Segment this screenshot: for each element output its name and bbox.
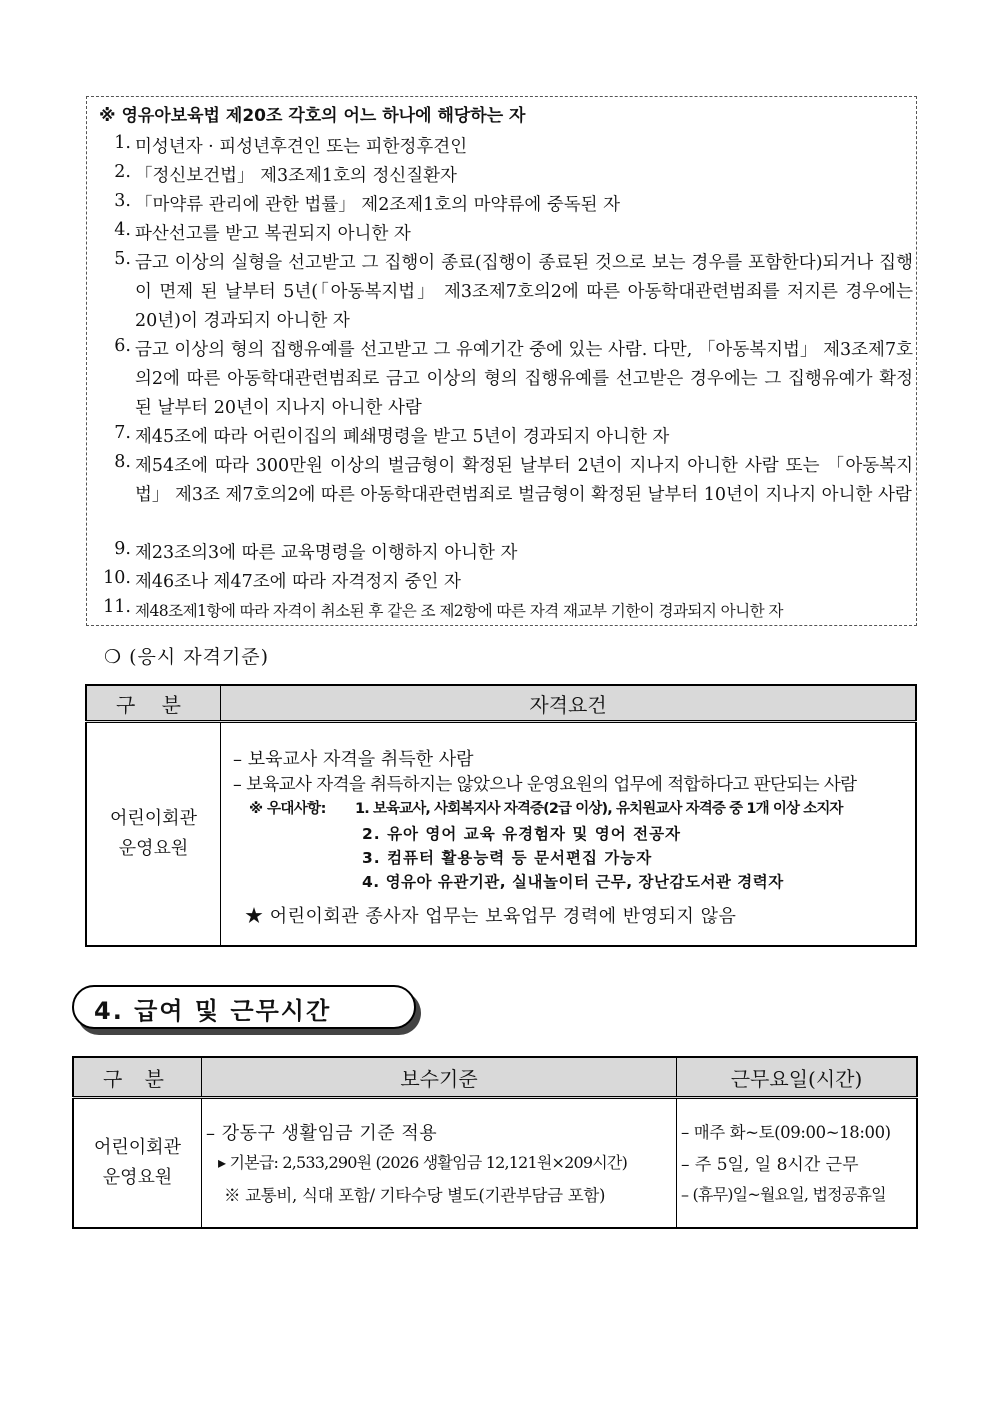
header-category: 구 분: [73, 1057, 202, 1098]
qualification-heading: ❍ (응시 자격기준): [104, 646, 270, 668]
header-hours: 근무요일(시간): [677, 1057, 918, 1098]
hours-cell: [677, 1098, 918, 1229]
preference-3: 3. 컴퓨터 활용능력 등 문서편집 가능자: [362, 849, 653, 867]
qualification-table: [85, 684, 917, 947]
preference-label: ※ 우대사항:: [249, 801, 326, 817]
header-requirements: 자격요건: [221, 685, 917, 722]
disqualification-title: ※ 영유아보육법 제20조 각호의 어느 하나에 해당하는 자: [99, 106, 526, 126]
role-cell: [86, 722, 221, 947]
table-row: [73, 1098, 917, 1229]
role-line2: 운영요원: [102, 1167, 173, 1188]
hours-line-1: – 매주 화~토(09:00~18:00): [681, 1123, 891, 1142]
requirement-1: – 보육교사 자격을 취득한 사람: [233, 749, 474, 770]
header-category: 구 분: [86, 685, 221, 722]
section-title-pill: [72, 985, 416, 1029]
note: ★ 어린이회관 종사자 업무는 보육업무 경력에 반영되지 않음: [245, 906, 737, 927]
table-header-row: [73, 1057, 917, 1098]
pay-line-2: ▸ 기본급: 2,533,290원 (2026 생활임금 12,121원×209시간): [218, 1153, 628, 1172]
role-cell: [73, 1098, 202, 1229]
pay-cell: [202, 1098, 677, 1229]
role-line2: 운영요원: [118, 838, 189, 859]
table-row: [86, 722, 916, 947]
pay-line-3: ※ 교통비, 식대 포함/ 기타수당 별도(기관부담금 포함): [224, 1186, 606, 1205]
preference-1: 1. 보육교사, 사회복지사 자격증(2급 이상), 유치원교사 자격증 중 1개 이상 소지자: [355, 801, 843, 817]
hours-line-2: – 주 5일, 일 8시간 근무: [681, 1155, 859, 1175]
pay-line-1: – 강동구 생활임금 기준 적용: [206, 1123, 438, 1144]
disqualification-box: ※ 영유아보육법 제20조 각호의 어느 하나에 해당하는 자 1. 미성년자 · 피성년후견인 또는 피한정후견인 2. 「정신보건법」 제3조제1호의 정신질환자 3. 「마약류 관리에 관한 법률」 제2조제1호의 마약류에 중독된 자 4. 파산선고를 받고 복권되지 아니한 자 5. 금고 이상의 실형을 선고받고 그 집행이 종료(집행이 종료된 것으로 보는 경우를 포함한다)되거나 집행이 면제 된 날부터 5년(「아동복지법」 제3조제7호의2에 따른 아동학대관련범죄를 저지른 경우에는 20년)이 경과되지 아니한 자 6. 금고 이상의 형의 집행유예를 선고받고 그 유예기간 중에 있는 사람. 다만, 「아동복지법」 제3조제7호의2에 따른 아동학대관련범죄로 금고 이상의 형의 집행유예를 선고받은 경우에는 그 집행유예가 확정된 날부터 20년이 지나지 아니한 사람 7. 제45조에 따라 어린이집의 폐쇄명령을 받고 5년이 경과되지 아니한 자 8. 제54조에 따라 300만원 이상의 벌금형이 확정된 날부터 2년이 지나지 아니한 사람 또는 「아동복지법」 제3조 제7호의2에 따른 아동학대관련범죄로 벌금형이 확정된 날부터 10년이 지나지 아니한 사람 9. 제23조의3에 따른 교육명령을 이행하지 아니한 자 10. 제46조나 제47조에 따라 자격정지 중인 자 11. 제48조제1항에 따라 자격이 취소된 후 같은 조 제2항에 따른 자격 재교부 기한이 경과되지 아니한 자: [86, 96, 917, 626]
section-title: 4. 급여 및 근무시간: [94, 997, 332, 1025]
preference-4: 4. 영유아 유관기관, 실내놀이터 근무, 장난감도서관 경력자: [362, 873, 784, 891]
requirements-cell: [221, 722, 917, 947]
salary-table: [72, 1056, 918, 1229]
header-pay: 보수기준: [202, 1057, 677, 1098]
table-header-row: [86, 685, 916, 722]
role-line1: 어린이회관: [110, 808, 197, 829]
hours-line-3: – (휴무)일~월요일, 법정공휴일: [681, 1185, 886, 1204]
requirement-2: – 보육교사 자격을 취득하지는 않았으나 운영요원의 업무에 적합하다고 판단되는 사람: [233, 775, 857, 795]
role-line1: 어린이회관: [94, 1137, 181, 1158]
preference-2: 2. 유아 영어 교육 유경험자 및 영어 전공자: [362, 825, 682, 843]
